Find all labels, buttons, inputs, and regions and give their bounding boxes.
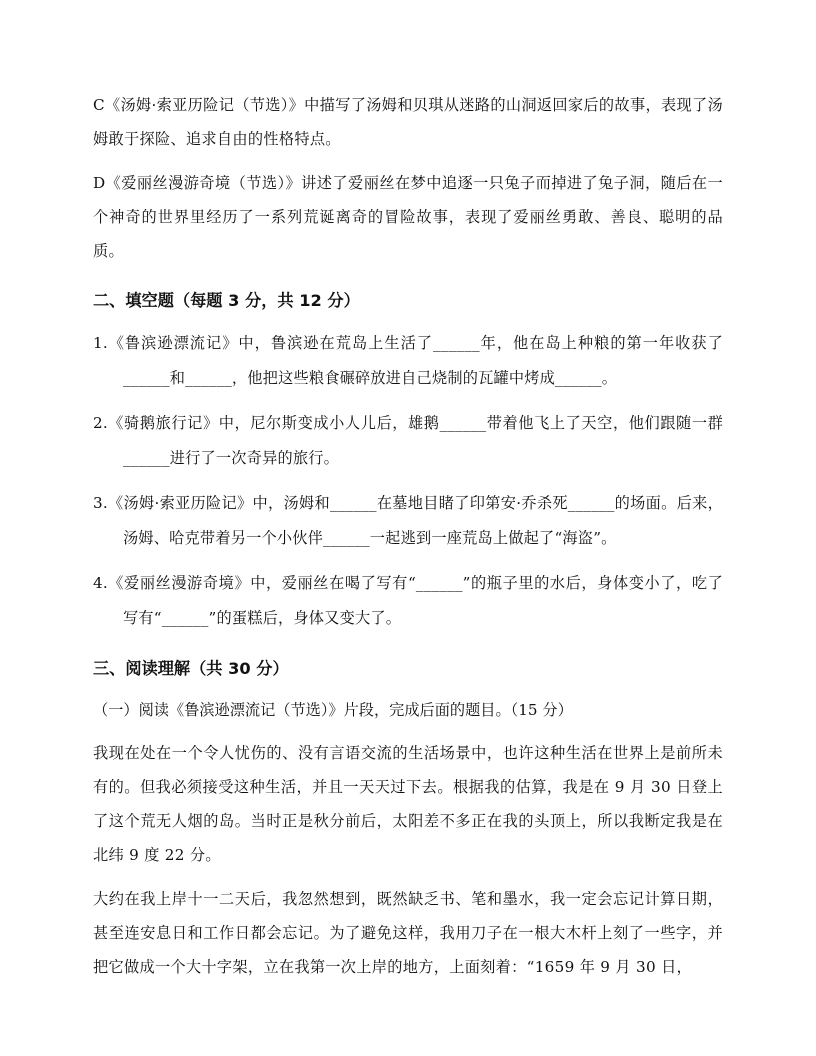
fill-question-3: 3.《汤姆·索亚历险记》中，汤姆和______在墓地目睹了印第安·乔杀死______的场面。后来，汤姆、哈克带着另一个小伙伴______一起逃到一座荒岛上做起了“海盗”。 (93, 494, 723, 547)
reading-paragraph-2: 大约在我上岸十一二天后，我忽然想到，既然缺乏书、笔和墨水，我一定会忘记计算日期，甚至连安息日和工作日都会忘记。为了避免这样，我用刀子在一根大木杆上刻了一些字，并把它做成一个大十字架，立在我第一次上岸的地方，上面刻着：“1659 年 9 月 30 日， (93, 890, 723, 976)
option-c-text: C《汤姆·索亚历险记（节选）》中描写了汤姆和贝琪从迷路的山洞返回家后的故事，表现了汤姆敢于探险、追求自由的性格特点。 (93, 96, 723, 148)
fill-question-4: 4.《爱丽丝漫游奇境》中，爱丽丝在喝了写有“______”的瓶子里的水后，身体变小了，吃了写有“______”的蛋糕后，身体又变大了。 (93, 574, 723, 627)
option-d-text: D《爱丽丝漫游奇境（节选）》讲述了爱丽丝在梦中追逐一只兔子而掉进了兔子洞，随后在一个神奇的世界里经历了一系列荒诞离奇的冒险故事，表现了爱丽丝勇敢、善良、聪明的品质。 (93, 174, 723, 260)
section-3-heading: 三、阅读理解（共 30 分） (93, 659, 289, 678)
document-page (93, 88, 723, 984)
section-2-heading: 二、填空题（每题 3 分，共 12 分） (93, 291, 360, 310)
reading-subtitle: （一）阅读《鲁滨逊漂流记（节选）》片段，完成后面的题目。（15 分） (93, 701, 573, 719)
reading-paragraph-1: 我现在处在一个令人忧伤的、没有言语交流的生活场景中，也许这种生活在世界上是前所未有的。但我必须接受这种生活，并且一天天过下去。根据我的估算，我是在 9 月 30 日登上了这个荒无人烟的岛。当时正是秋分前后，太阳差不多正在我的头顶上，所以我断定我是在北纬 9 度 22 分。 (93, 744, 723, 864)
fill-question-2: 2.《骑鹅旅行记》中，尼尔斯变成小人儿后，雄鹅______带着他飞上了天空，他们跟随一群______进行了一次奇异的旅行。 (93, 414, 723, 467)
fill-question-1: 1.《鲁滨逊漂流记》中，鲁滨逊在荒岛上生活了______年，他在岛上种粮的第一年收获了______和______，他把这些粮食碾碎放进自己烧制的瓦罐中烤成______。 (93, 334, 723, 387)
